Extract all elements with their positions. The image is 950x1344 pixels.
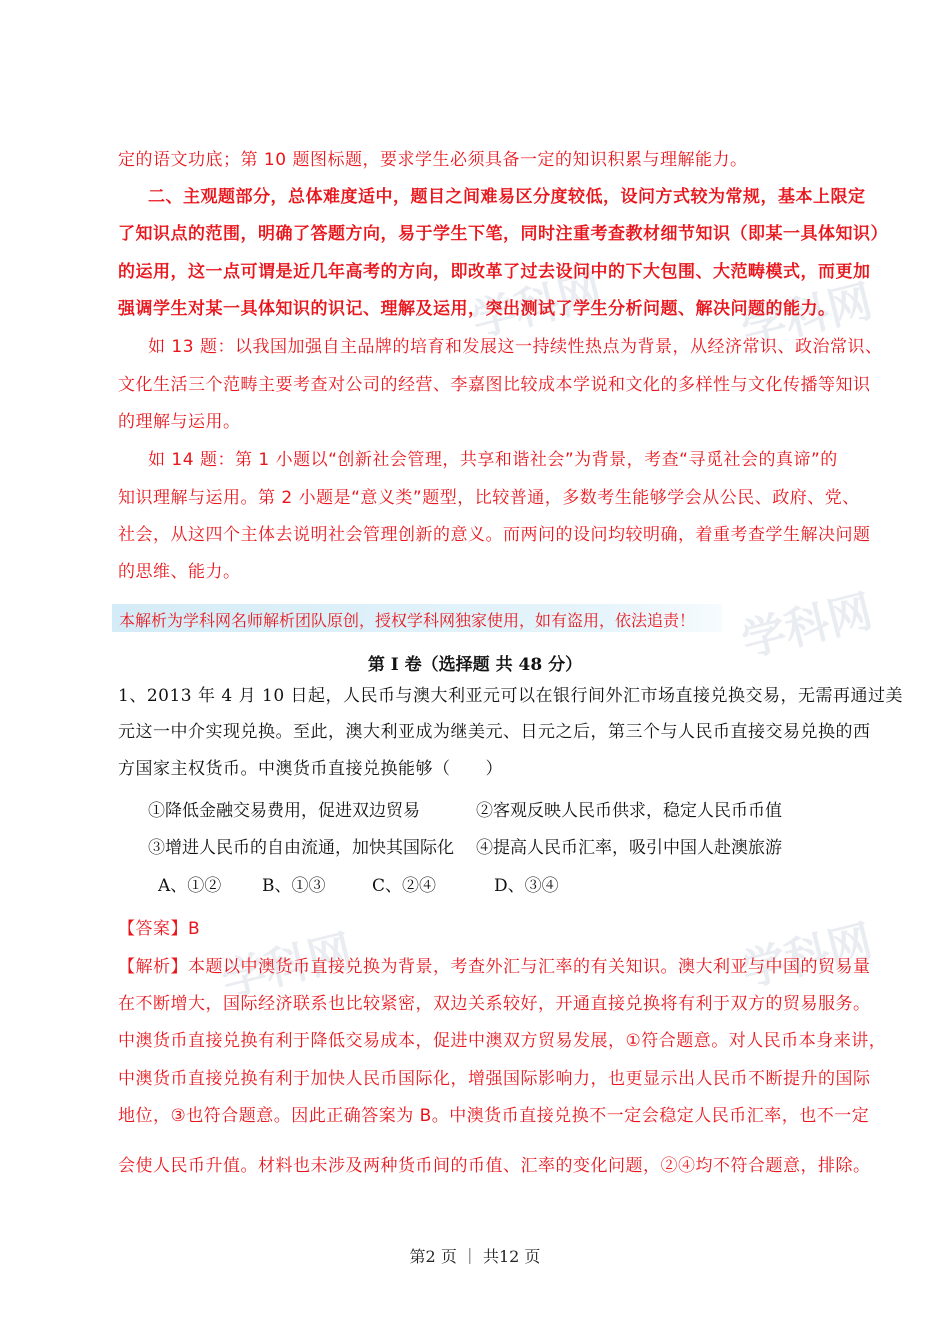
analysis-heading-line: 二、主观题部分，总体难度适中，题目之间难易区分度较低，设问方式较为常规，基本上限定 <box>148 187 866 207</box>
q14-line: 知识理解与运用。第 2 小题是“意义类”题型，比较普通，多数考生能够学会从公民、政府、党、 <box>118 488 860 508</box>
watermark-logo: 学科网 <box>216 925 358 1008</box>
q14-line: 如 14 题：第 1 小题以“创新社会管理，共享和谐社会”为背景，考查“寻觅社会的真谛”的 <box>148 450 838 470</box>
answer-label: 【答案】B <box>118 919 201 939</box>
q13-line: 如 13 题：以我国加强自主品牌的培育和发展这一持续性热点为背景，从经济常识、政治常识、 <box>148 337 883 357</box>
intro-line: 定的语文功底；第 10 题图标题，要求学生必须具备一定的知识积累与理解能力。 <box>118 150 748 170</box>
section-heading: 第 I 卷（选择题 共 48 分） <box>367 655 583 675</box>
question-item: ②客观反映人民币供求，稳定人民币币值 <box>476 801 782 821</box>
analysis-line: 【解析】本题以中澳货币直接兑换为背景，考查外汇与汇率的有关知识。澳大利亚与中国的贸易量 <box>118 957 871 977</box>
watermark-logo: 学科网 <box>736 915 878 998</box>
q14-line: 的思维、能力。 <box>118 562 241 582</box>
q13-line: 的理解与运用。 <box>118 412 241 432</box>
copyright-banner-text: 本解析为学科网名师解析团队原创，授权学科网独家使用，如有盗用，依法追责！ <box>119 611 696 630</box>
choice-a: A、①② <box>158 876 222 896</box>
watermark-logo: 学科网 <box>736 585 878 668</box>
analysis-line: 中澳货币直接兑换有利于加快人民币国际化，增强国际影响力，也更显示出人民币不断提升的国际 <box>118 1069 871 1089</box>
choice-c: C、②④ <box>372 876 437 896</box>
question-item: ③增进人民币的自由流通，加快其国际化 <box>148 838 454 858</box>
choice-b: B、①③ <box>262 876 326 896</box>
question-stem-line: 方国家主权货币。中澳货币直接兑换能够（ ） <box>118 759 503 779</box>
analysis-line: 在不断增大，国际经济联系也比较紧密，双边关系较好，开通直接兑换将有利于双方的贸易服务。 <box>118 994 871 1014</box>
question-item: ④提高人民币汇率，吸引中国人赴澳旅游 <box>476 838 782 858</box>
question-stem-line: 元这一中介实现兑换。至此，澳大利亚成为继美元、日元之后，第三个与人民币直接交易兑换的西 <box>118 722 871 742</box>
q13-line: 文化生活三个范畴主要考查对公司的经营、李嘉图比较成本学说和文化的多样性与文化传播等知识 <box>118 375 871 395</box>
analysis-bold-line: 强调学生对某一具体知识的识记、理解及运用，突出测试了学生分析问题、解决问题的能力。 <box>118 299 836 319</box>
analysis-line: 地位，③也符合题意。因此正确答案为 B。中澳货币直接兑换不一定会稳定人民币汇率，也不一定 <box>118 1106 870 1126</box>
q14-line: 社会，从这四个主体去说明社会管理创新的意义。而两问的设问均较明确，着重考查学生解决问题 <box>118 525 871 545</box>
analysis-bold-line: 的运用，这一点可谓是近几年高考的方向，即改革了过去设问中的下大包围、大范畴模式，而更加 <box>118 262 871 282</box>
analysis-bold-line: 了知识点的范围，明确了答题方向，易于学生下笔，同时注重考查教材细节知识（即某一具体知识） <box>118 224 888 244</box>
question-stem-line: 1、2013 年 4 月 10 日起，人民币与澳大利亚元可以在银行间外汇市场直接兑换交易，无需再通过美 <box>118 686 904 706</box>
question-item: ①降低金融交易费用，促进双边贸易 <box>148 801 420 821</box>
watermark-logo: 学科网 <box>736 275 878 358</box>
watermark-logo: 学科网 <box>466 265 608 348</box>
analysis-line: 会使人民币升值。材料也未涉及两种货币间的币值、汇率的变化问题，②④均不符合题意，排除。 <box>118 1156 871 1176</box>
choice-d: D、③④ <box>494 876 559 896</box>
analysis-line: 中澳货币直接兑换有利于降低交易成本，促进中澳双方贸易发展，①符合题意。对人民币本身来讲， <box>118 1031 887 1051</box>
page-number: 第2 页 ｜ 共12 页 <box>409 1247 541 1266</box>
